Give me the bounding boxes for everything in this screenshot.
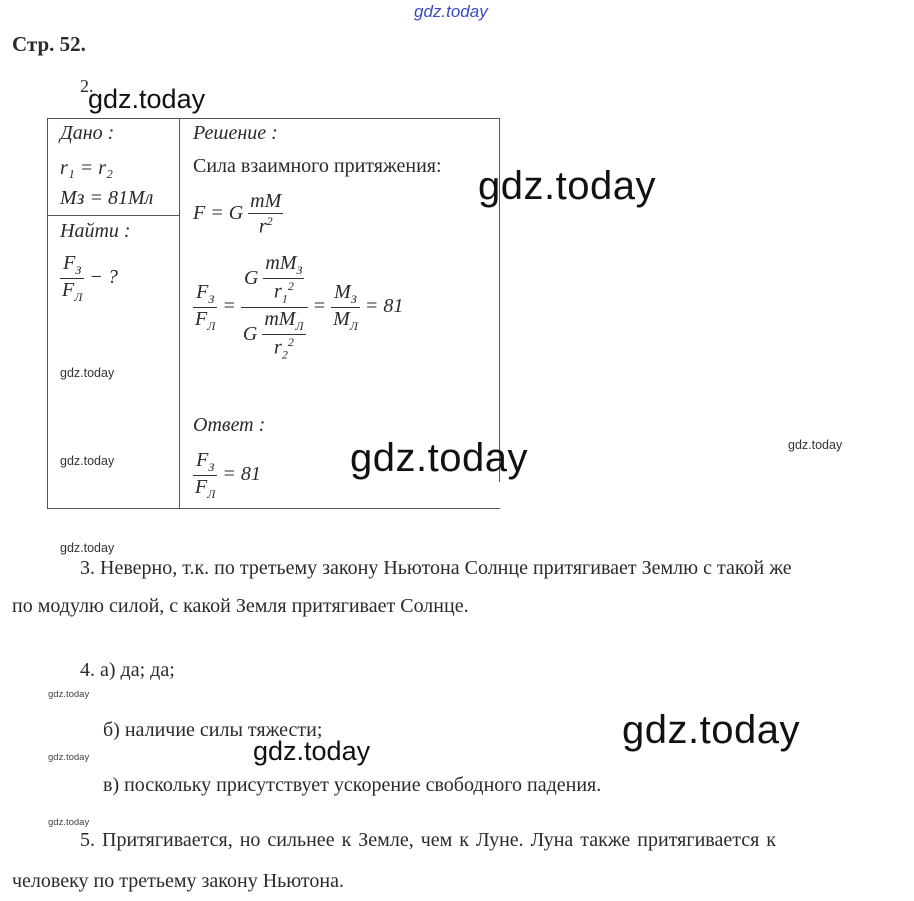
given-r: r₁ = r₂ (60, 157, 113, 179)
given-mass: Mз = 81Mл (60, 187, 154, 209)
problem-4-a: 4. а) да; да; (80, 659, 175, 681)
watermark: gdz.today (48, 817, 90, 828)
watermark: gdz.today (60, 454, 115, 468)
solution-header: Решение : (193, 122, 278, 144)
watermark: gdz.today (478, 164, 656, 208)
find-ratio: $\frac{F_З}{F_Л}$ − ? (62, 252, 118, 304)
formula-force: F = G $\frac{mM}{r^2}$ (193, 190, 282, 238)
problem-5-line-1: 5. Притягивается, но сильнее к Земле, чем к Луне. Луна также притягивается к (80, 829, 777, 851)
problem-4-c: в) поскольку присутствует ускорение свободного падения. (103, 774, 602, 796)
watermark: gdz.today (48, 752, 90, 763)
watermark: gdz.today (48, 689, 90, 700)
watermark: gdz.today (253, 736, 371, 766)
watermark: gdz.today (622, 708, 800, 752)
table-border-left (47, 118, 48, 509)
given-header: Дано : (60, 122, 115, 144)
page-title: Стр. 52. (12, 32, 86, 56)
table-divider-vertical (179, 118, 180, 509)
watermark: gdz.today (60, 366, 115, 380)
formula-ratio: $\frac{F_З}{F_Л}$ = G $\frac{mM_З}{r_1^2}$ G $\frac{mM_Л}{r_2^2}$ = $\frac{M_З}{M_Л}$ = 81 (195, 252, 404, 362)
problem-4-b: б) наличие силы тяжести; (103, 719, 323, 741)
watermark: gdz.today (350, 436, 528, 480)
find-suffix: − ? (89, 266, 118, 289)
watermark: gdz.today (788, 438, 843, 452)
find-header: Найти : (60, 220, 131, 242)
problem-5-line-2: человеку по третьему закону Ньютона. (12, 870, 344, 892)
watermark: gdz.today (60, 541, 115, 555)
table-divider-horizontal (47, 215, 180, 216)
table-border-top (47, 118, 500, 119)
watermark: gdz.today (88, 84, 206, 114)
answer-formula: $\frac{F_З}{F_Л}$ = 81 (195, 449, 261, 501)
table-border-bottom (47, 508, 500, 509)
answer-value: = 81 (222, 463, 261, 486)
solution-text: Сила взаимного притяжения: (193, 155, 442, 177)
problem-3-line-1: 3. Неверно, т.к. по третьему закону Ньютона Солнце притягивает Землю с такой же (80, 557, 792, 579)
problem-3-line-2: по модулю силой, с какой Земля притягивает Солнце. (12, 595, 469, 617)
watermark-top: gdz.today (414, 2, 488, 21)
problem-2-number: 2. (80, 76, 94, 96)
answer-header: Ответ : (193, 414, 266, 436)
